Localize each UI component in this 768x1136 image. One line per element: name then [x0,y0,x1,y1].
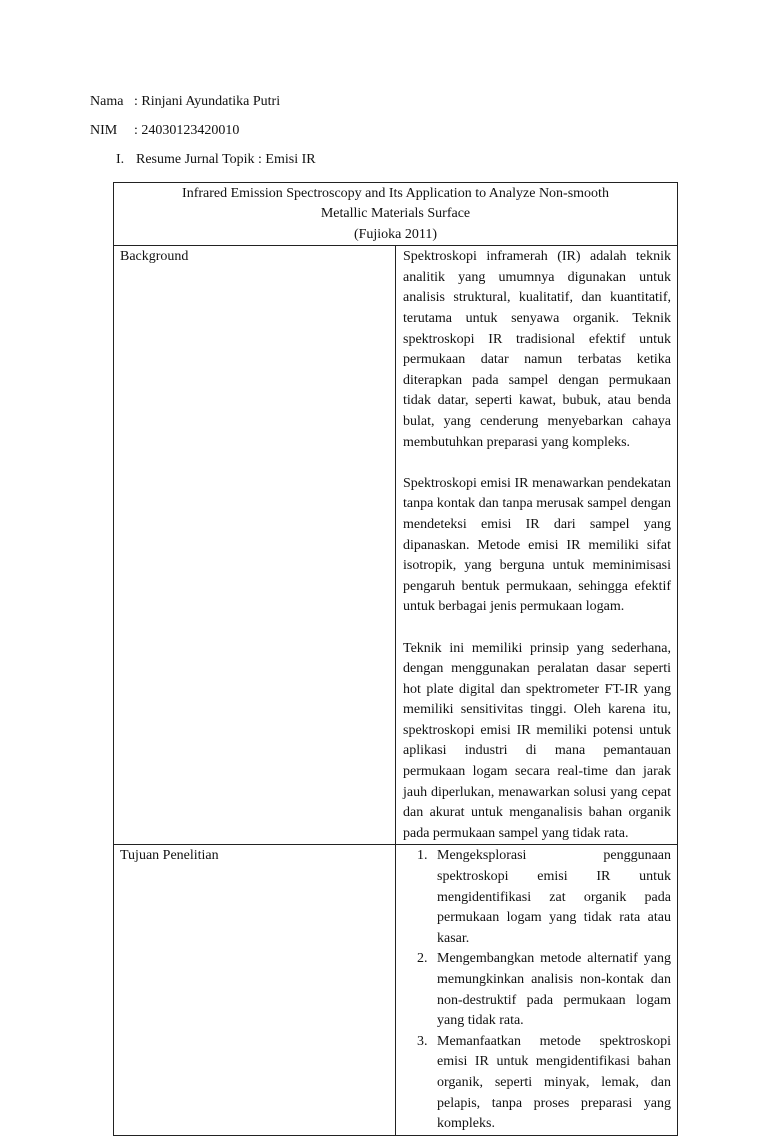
journal-title-line1: Infrared Emission Spectroscopy and Its Application to Analyze Non-smooth [182,186,609,201]
tujuan-content [396,845,678,1135]
journal-citation: (Fujioka 2011) [353,226,438,242]
nim-label: NIM [90,123,118,138]
nama-label: Nama [90,94,124,109]
nim-line [90,121,239,141]
journal-title-cell [114,183,678,246]
section-title: Resume Jurnal Topik : Emisi IR [136,152,316,167]
tujuan-item: 1. Mengeksplorasi penggunaan spektroskopi emisi IR untuk mengidentifikasi zat organik pada permukaan logam yang tidak rata atau kasar. [431,846,671,949]
section-heading [116,150,316,170]
tujuan-label: Tujuan Penelitian [114,845,396,1135]
background-content [396,246,678,845]
nim-value: : 24030123420010 [134,123,240,138]
tujuan-row [114,845,678,1135]
background-paragraph: Teknik ini memiliki prinsip yang sederhana, dengan menggunakan peralatan dasar seperti hot plate digital dan spektrometer FT-IR yang memiliki sensitivitas tinggi. Oleh karena itu, spektroskopi emisi IR memiliki potensi untuk aplikasi industri di mana pemantauan permukaan logam secara real-time dan jarak jauh diperlukan, menawarkan solusi yang cepat dan akurat untuk menganalisis bahan organik pada permukaan sampel yang tidak rata. [403,640,671,841]
journal-title-row [114,183,678,246]
journal-title-line2: Metallic Materials Surface [320,206,471,222]
section-number: I. [116,152,125,167]
nama-value: : Rinjani Ayundatika Putri [134,94,281,109]
background-label: Background [114,246,396,845]
nama-line [90,92,280,112]
background-paragraph: Spektroskopi emisi IR menawarkan pendekatan tanpa kontak dan tanpa merusak sampel dengan mendeteksi emisi IR dari sampel yang dipanaskan. Metode emisi IR memiliki sifat isotropik, yang berguna untuk meminimisasi pengaruh bentuk permukaan, sehingga efektif untuk berbagai jenis permukaan logam. [403,475,671,615]
background-paragraph: Spektroskopi inframerah (IR) adalah teknik analitik yang umumnya digunakan untuk analisis struktural, kualitatif, dan kuantitatif, terutama untuk senyawa organik. Teknik spektroskopi IR tradisional efektif untuk permukaan datar namun terbatas ketika diterapkan pada sampel dengan permukaan tidak datar, seperti kawat, bubuk, atau benda bulat, yang cenderung menyebarkan cahaya membutuhkan preparasi yang kompleks. [403,249,671,450]
resume-table [113,182,678,1136]
tujuan-list [403,846,671,1134]
tujuan-item: 3. Memanfaatkan metode spektroskopi emisi IR untuk mengidentifikasi bahan organik, seperti minyak, lemak, dan pelapis, tanpa proses preparasi yang kompleks. [431,1032,671,1135]
tujuan-item: 2. Mengembangkan metode alternatif yang memungkinkan analisis non-kontak dan non-destruktif pada permukaan logam yang tidak rata. [431,949,671,1031]
background-row [114,246,678,845]
